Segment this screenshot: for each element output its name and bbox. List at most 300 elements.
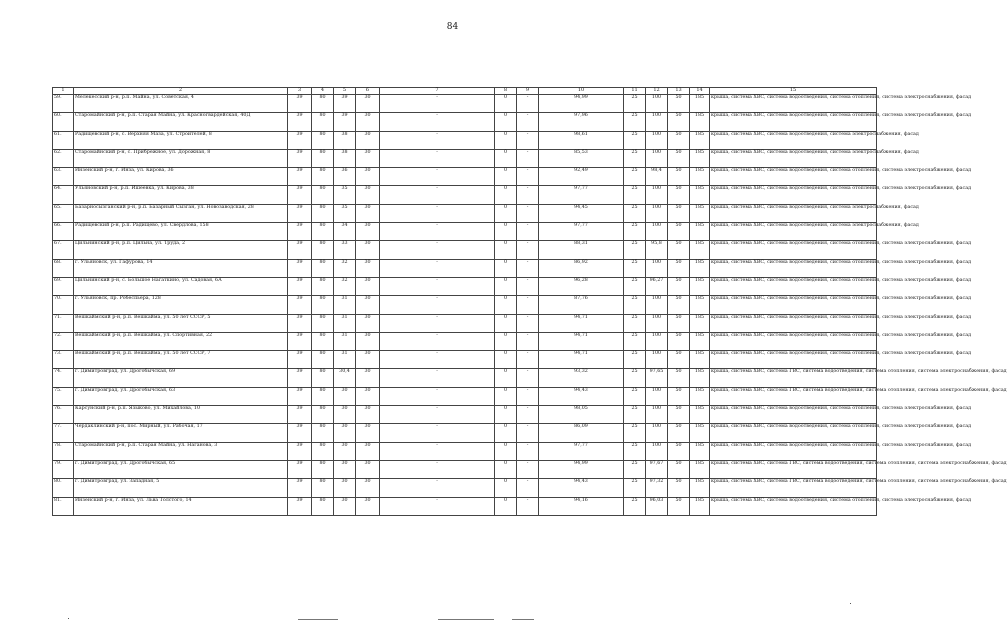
col14-cell: 185: [690, 241, 710, 259]
table-row: [53, 497, 877, 515]
col6-cell: 30: [356, 95, 380, 113]
col9-cell: -: [517, 223, 539, 241]
address-cell: Чердаклинский р-н, пос. Мирный, ул. Рабочая, 17: [74, 424, 288, 442]
col11-cell: 25: [624, 204, 646, 222]
address-cell: Цильнинский р-н, с. Большое Нагаткино, ул. Садовая, 6А: [74, 277, 288, 295]
row-number: 66.: [53, 223, 74, 241]
works-list-cell: крыша, система ХВС, система ГВС, система водоотведения, система отопления, система электроснабжения, фасад: [710, 387, 877, 405]
col13-cell: 50: [668, 186, 690, 204]
col12-cell: 100: [646, 113, 668, 131]
table-row: [53, 387, 877, 405]
col12-cell: 95,8: [646, 241, 668, 259]
col3-cell: 39: [288, 223, 312, 241]
col7-cell: -: [380, 204, 495, 222]
column-number-4: 4: [312, 88, 334, 95]
row-number: 65.: [53, 204, 74, 222]
col5-cell: 30: [334, 442, 356, 460]
scan-artifact: [512, 619, 534, 620]
col6-cell: 30: [356, 204, 380, 222]
works-list-cell: крыша, система ХВС, система водоотведения, система отопления, система электроснабжения, фасад: [710, 424, 877, 442]
col6-cell: 30: [356, 460, 380, 478]
col11-cell: 25: [624, 259, 646, 277]
col12-cell: 100: [646, 351, 668, 369]
column-number-9: 9: [517, 88, 539, 95]
col9-cell: -: [517, 277, 539, 295]
col5-cell: 35: [334, 186, 356, 204]
row-number: 68.: [53, 259, 74, 277]
col7-cell: -: [380, 479, 495, 497]
col4-cell: 80: [312, 186, 334, 204]
col14-cell: 185: [690, 387, 710, 405]
table-row: [53, 424, 877, 442]
col4-cell: 80: [312, 223, 334, 241]
scan-artifact: [298, 619, 338, 620]
col9-cell: -: [517, 186, 539, 204]
col14-cell: 185: [690, 186, 710, 204]
col8-cell: 0: [495, 95, 517, 113]
col4-cell: 80: [312, 351, 334, 369]
col4-cell: 80: [312, 296, 334, 314]
col8-cell: 0: [495, 259, 517, 277]
col3-cell: 39: [288, 406, 312, 424]
col6-cell: 30: [356, 369, 380, 387]
col10-cell: 94,71: [539, 314, 624, 332]
col9-cell: -: [517, 424, 539, 442]
table-row: [53, 277, 877, 295]
col9-cell: -: [517, 241, 539, 259]
col9-cell: -: [517, 387, 539, 405]
col3-cell: 39: [288, 131, 312, 149]
col13-cell: 50: [668, 460, 690, 478]
col8-cell: 0: [495, 277, 517, 295]
col8-cell: 0: [495, 168, 517, 186]
col4-cell: 80: [312, 277, 334, 295]
col9-cell: -: [517, 460, 539, 478]
col12-cell: 97,65: [646, 369, 668, 387]
row-number: 70.: [53, 296, 74, 314]
address-cell: Цильнинский р-н, р.п. Цильна, ул. Труда, 2: [74, 241, 288, 259]
address-cell: Старомайнский р-н, р.п. Старая Майна, ул. Наганова, 3: [74, 442, 288, 460]
col4-cell: 80: [312, 460, 334, 478]
col7-cell: -: [380, 406, 495, 424]
col8-cell: 0: [495, 186, 517, 204]
column-number-5: 5: [334, 88, 356, 95]
col11-cell: 25: [624, 113, 646, 131]
col6-cell: 30: [356, 296, 380, 314]
col7-cell: -: [380, 95, 495, 113]
col9-cell: -: [517, 296, 539, 314]
col11-cell: 25: [624, 460, 646, 478]
works-list-cell: крыша, система ХВС, система водоотведения, система отопления, система электроснабжения, фасад: [710, 332, 877, 350]
col13-cell: 50: [668, 95, 690, 113]
col7-cell: -: [380, 351, 495, 369]
col10-cell: 87,76: [539, 296, 624, 314]
col10-cell: 94,43: [539, 479, 624, 497]
col12-cell: 97,32: [646, 479, 668, 497]
col4-cell: 80: [312, 259, 334, 277]
table-row: [53, 131, 877, 149]
col8-cell: 0: [495, 369, 517, 387]
col12-cell: 100: [646, 259, 668, 277]
col11-cell: 25: [624, 442, 646, 460]
col13-cell: 50: [668, 387, 690, 405]
col13-cell: 50: [668, 223, 690, 241]
col11-cell: 25: [624, 223, 646, 241]
col3-cell: 39: [288, 479, 312, 497]
works-list-cell: крыша, система ХВС, система водоотведения, система отопления, система электроснабжения, фасад: [710, 259, 877, 277]
address-cell: г. Ульяновск, ул. Гафурова, 14: [74, 259, 288, 277]
col9-cell: -: [517, 149, 539, 167]
col4-cell: 80: [312, 241, 334, 259]
col3-cell: 39: [288, 277, 312, 295]
col6-cell: 30: [356, 186, 380, 204]
column-number-3: 3: [288, 88, 312, 95]
col9-cell: -: [517, 479, 539, 497]
col3-cell: 39: [288, 259, 312, 277]
col12-cell: 100: [646, 149, 668, 167]
address-cell: Старомайнский р-н, р.п. Старая Майна, ул. Красногвардейская, 40Д: [74, 113, 288, 131]
col13-cell: 50: [668, 149, 690, 167]
table-row: [53, 479, 877, 497]
table-row: [53, 351, 877, 369]
works-list-cell: крыша, система ХВС, система водоотведения, система отопления, система электроснабжения, фасад: [710, 113, 877, 131]
col8-cell: 0: [495, 314, 517, 332]
col5-cell: 38: [334, 149, 356, 167]
col14-cell: 185: [690, 479, 710, 497]
col5-cell: 30: [334, 479, 356, 497]
works-list-cell: крыша, система ХВС, система ГВС, система водоотведения, система отопления, система электроснабжения, фасад: [710, 479, 877, 497]
row-number: 67.: [53, 241, 74, 259]
column-number-14: 14: [690, 88, 710, 95]
col3-cell: 39: [288, 351, 312, 369]
col10-cell: 94,71: [539, 332, 624, 350]
col14-cell: 185: [690, 168, 710, 186]
col4-cell: 80: [312, 406, 334, 424]
col4-cell: 80: [312, 204, 334, 222]
col10-cell: 97,77: [539, 442, 624, 460]
col7-cell: -: [380, 168, 495, 186]
col3-cell: 39: [288, 95, 312, 113]
works-list-cell: крыша, система ХВС, система водоотведения, система отопления, система электроснабжения, фасад: [710, 497, 877, 515]
col5-cell: 32: [334, 277, 356, 295]
works-list-cell: крыша, система ХВС, система водоотведения, система электроснабжения, фасад: [710, 149, 877, 167]
col8-cell: 0: [495, 460, 517, 478]
col13-cell: 50: [668, 442, 690, 460]
col11-cell: 25: [624, 369, 646, 387]
col11-cell: 25: [624, 332, 646, 350]
col6-cell: 30: [356, 497, 380, 515]
col12-cell: 100: [646, 186, 668, 204]
column-number-11: 11: [624, 88, 646, 95]
col7-cell: -: [380, 113, 495, 131]
col10-cell: 93,32: [539, 369, 624, 387]
col4-cell: 80: [312, 442, 334, 460]
col11-cell: 25: [624, 186, 646, 204]
table-row: [53, 332, 877, 350]
table-row: [53, 168, 877, 186]
col12-cell: 100: [646, 332, 668, 350]
col11-cell: 25: [624, 149, 646, 167]
col3-cell: 39: [288, 168, 312, 186]
col5-cell: 30,4: [334, 369, 356, 387]
col9-cell: -: [517, 131, 539, 149]
col13-cell: 50: [668, 314, 690, 332]
row-number: 76.: [53, 406, 74, 424]
row-number: 73.: [53, 351, 74, 369]
row-number: 72.: [53, 332, 74, 350]
row-number: 75.: [53, 387, 74, 405]
col3-cell: 39: [288, 149, 312, 167]
col12-cell: 98,4: [646, 168, 668, 186]
table-row: [53, 204, 877, 222]
col14-cell: 185: [690, 277, 710, 295]
col5-cell: 32: [334, 259, 356, 277]
col12-cell: 100: [646, 424, 668, 442]
col7-cell: -: [380, 424, 495, 442]
row-number: 59.: [53, 95, 74, 113]
row-number: 78.: [53, 442, 74, 460]
col6-cell: 30: [356, 332, 380, 350]
col4-cell: 80: [312, 149, 334, 167]
works-list-cell: крыша, система ХВС, система водоотведения, система отопления, система электроснабжения, фасад: [710, 241, 877, 259]
col7-cell: -: [380, 497, 495, 515]
col9-cell: -: [517, 168, 539, 186]
col6-cell: 30: [356, 406, 380, 424]
col10-cell: 86,09: [539, 424, 624, 442]
col11-cell: 25: [624, 168, 646, 186]
col3-cell: 39: [288, 442, 312, 460]
col3-cell: 39: [288, 241, 312, 259]
column-number-row: [53, 88, 877, 95]
address-cell: Радищевский р-н, р.п. Радищево, ул. Свердлова, 158: [74, 223, 288, 241]
col7-cell: -: [380, 460, 495, 478]
col14-cell: 185: [690, 497, 710, 515]
address-cell: Вешкаймский р-н, р.п. Вешкайма, ул. 50 лет СССР, 7: [74, 351, 288, 369]
col6-cell: 30: [356, 223, 380, 241]
col14-cell: 185: [690, 424, 710, 442]
col10-cell: 94,43: [539, 387, 624, 405]
col9-cell: -: [517, 351, 539, 369]
address-cell: Мелекесский р-н, р.п. Майна, ул. Советская, 4: [74, 95, 288, 113]
col4-cell: 80: [312, 479, 334, 497]
col14-cell: 185: [690, 406, 710, 424]
table-row: [53, 442, 877, 460]
address-cell: Ульяновский р-н, р.п. Ишеевка, ул. Кирова, 38: [74, 186, 288, 204]
col5-cell: 31: [334, 332, 356, 350]
works-list-cell: крыша, система ХВС, система водоотведения, система электроснабжения, фасад: [710, 204, 877, 222]
col13-cell: 50: [668, 277, 690, 295]
col3-cell: 39: [288, 314, 312, 332]
col11-cell: 25: [624, 479, 646, 497]
col10-cell: 94,16: [539, 497, 624, 515]
col5-cell: 36: [334, 168, 356, 186]
col5-cell: 34: [334, 223, 356, 241]
col14-cell: 185: [690, 204, 710, 222]
col8-cell: 0: [495, 113, 517, 131]
col6-cell: 30: [356, 131, 380, 149]
address-cell: Старомайнский р-н, с. Прибрежное, ул. Дорожная, 8: [74, 149, 288, 167]
row-number: 63.: [53, 168, 74, 186]
col5-cell: 31: [334, 351, 356, 369]
table-row: [53, 369, 877, 387]
col14-cell: 185: [690, 95, 710, 113]
col6-cell: 30: [356, 387, 380, 405]
scan-dot: [68, 618, 69, 619]
col8-cell: 0: [495, 351, 517, 369]
address-cell: Вешкаймский р-н, р.п. Вешкайма, ул. Спортивная, 22: [74, 332, 288, 350]
col5-cell: 38: [334, 131, 356, 149]
works-list-cell: крыша, система ХВС, система водоотведения, система отопления, система электроснабжения, фасад: [710, 351, 877, 369]
table-row: [53, 186, 877, 204]
col4-cell: 80: [312, 131, 334, 149]
address-cell: г. Димитровград, ул. Западная, 5: [74, 479, 288, 497]
table-row: [53, 95, 877, 113]
col12-cell: 100: [646, 442, 668, 460]
col13-cell: 50: [668, 168, 690, 186]
col8-cell: 0: [495, 442, 517, 460]
col8-cell: 0: [495, 296, 517, 314]
col5-cell: 30: [334, 406, 356, 424]
col12-cell: 97,67: [646, 460, 668, 478]
col10-cell: 92,49: [539, 168, 624, 186]
col8-cell: 0: [495, 131, 517, 149]
col8-cell: 0: [495, 387, 517, 405]
col4-cell: 80: [312, 314, 334, 332]
col13-cell: 50: [668, 259, 690, 277]
col14-cell: 185: [690, 113, 710, 131]
address-cell: Инзенский р-н, г. Инза, ул. Кирова, 36: [74, 168, 288, 186]
row-number: 79.: [53, 460, 74, 478]
col12-cell: 96,03: [646, 497, 668, 515]
works-list-cell: крыша, система ХВС, система водоотведения, система отопления, система электроснабжения, фасад: [710, 95, 877, 113]
address-cell: Карсунский р-н, р.п. Языково, ул. Михайлова, 10: [74, 406, 288, 424]
col8-cell: 0: [495, 332, 517, 350]
col7-cell: -: [380, 186, 495, 204]
col11-cell: 25: [624, 497, 646, 515]
col6-cell: 30: [356, 479, 380, 497]
col5-cell: 30: [334, 424, 356, 442]
col6-cell: 30: [356, 113, 380, 131]
works-list-cell: крыша, система ХВС, система водоотведения, система электроснабжения, фасад: [710, 131, 877, 149]
col11-cell: 25: [624, 131, 646, 149]
col10-cell: 88,31: [539, 241, 624, 259]
col9-cell: -: [517, 369, 539, 387]
col14-cell: 185: [690, 351, 710, 369]
row-number: 64.: [53, 186, 74, 204]
address-cell: Инзенский р-н, г. Инза, ул. Льва Толстого, 14: [74, 497, 288, 515]
col13-cell: 50: [668, 241, 690, 259]
col10-cell: 86,92: [539, 259, 624, 277]
scan-artifact: [438, 619, 494, 620]
col6-cell: 30: [356, 424, 380, 442]
col4-cell: 80: [312, 497, 334, 515]
col12-cell: 100: [646, 296, 668, 314]
register-table: [52, 87, 1007, 516]
col5-cell: 39: [334, 113, 356, 131]
col11-cell: 25: [624, 296, 646, 314]
col6-cell: 30: [356, 149, 380, 167]
address-cell: г. Димитровград, ул. Дрогобычская, 65: [74, 460, 288, 478]
col14-cell: 185: [690, 296, 710, 314]
table-row: [53, 406, 877, 424]
table-row: [53, 223, 877, 241]
table-row: [53, 460, 877, 478]
row-number: 80.: [53, 479, 74, 497]
col10-cell: 97,96: [539, 113, 624, 131]
col10-cell: 94,99: [539, 460, 624, 478]
col14-cell: 185: [690, 131, 710, 149]
col7-cell: -: [380, 149, 495, 167]
col7-cell: -: [380, 296, 495, 314]
col13-cell: 50: [668, 204, 690, 222]
col12-cell: 100: [646, 387, 668, 405]
works-list-cell: крыша, система ХВС, система водоотведения, система отопления, система электроснабжения, фасад: [710, 406, 877, 424]
col10-cell: 98,61: [539, 131, 624, 149]
col4-cell: 80: [312, 95, 334, 113]
col12-cell: 96,27: [646, 277, 668, 295]
col6-cell: 30: [356, 168, 380, 186]
col12-cell: 100: [646, 204, 668, 222]
table-row: [53, 113, 877, 131]
col13-cell: 50: [668, 369, 690, 387]
col14-cell: 185: [690, 369, 710, 387]
col5-cell: 35: [334, 204, 356, 222]
col9-cell: -: [517, 113, 539, 131]
col8-cell: 0: [495, 479, 517, 497]
address-cell: Радищевский р-н, с. Верхняя Мазa, ул. Строителей, 8: [74, 131, 288, 149]
col7-cell: -: [380, 387, 495, 405]
col3-cell: 39: [288, 460, 312, 478]
col13-cell: 50: [668, 296, 690, 314]
column-number-13: 13: [668, 88, 690, 95]
column-number-2: 2: [74, 88, 288, 95]
col12-cell: 100: [646, 406, 668, 424]
col5-cell: 39: [334, 95, 356, 113]
col11-cell: 25: [624, 387, 646, 405]
col11-cell: 25: [624, 424, 646, 442]
col6-cell: 30: [356, 351, 380, 369]
row-number: 77.: [53, 424, 74, 442]
col13-cell: 50: [668, 497, 690, 515]
col3-cell: 39: [288, 369, 312, 387]
col7-cell: -: [380, 369, 495, 387]
col8-cell: 0: [495, 204, 517, 222]
col11-cell: 25: [624, 314, 646, 332]
col7-cell: -: [380, 131, 495, 149]
col7-cell: -: [380, 332, 495, 350]
col10-cell: 94,45: [539, 204, 624, 222]
col11-cell: 25: [624, 95, 646, 113]
col14-cell: 185: [690, 223, 710, 241]
col4-cell: 80: [312, 369, 334, 387]
col9-cell: -: [517, 332, 539, 350]
col11-cell: 25: [624, 241, 646, 259]
table-row: [53, 241, 877, 259]
works-list-cell: крыша, система ХВС, система водоотведения, система отопления, система электроснабжения, фасад: [710, 186, 877, 204]
works-list-cell: крыша, система ХВС, система ГВС, система водоотведения, система отопления, система электроснабжения, фасад: [710, 460, 877, 478]
col7-cell: -: [380, 314, 495, 332]
column-number-8: 8: [495, 88, 517, 95]
col6-cell: 30: [356, 241, 380, 259]
works-list-cell: крыша, система ХВС, система водоотведения, система отопления, система электроснабжения, фасад: [710, 442, 877, 460]
col4-cell: 80: [312, 387, 334, 405]
col9-cell: -: [517, 204, 539, 222]
row-number: 74.: [53, 369, 74, 387]
col14-cell: 185: [690, 332, 710, 350]
column-number-6: 6: [356, 88, 380, 95]
col13-cell: 50: [668, 332, 690, 350]
works-list-cell: крыша, система ХВС, система водоотведения, система отопления, система электроснабжения, фасад: [710, 277, 877, 295]
